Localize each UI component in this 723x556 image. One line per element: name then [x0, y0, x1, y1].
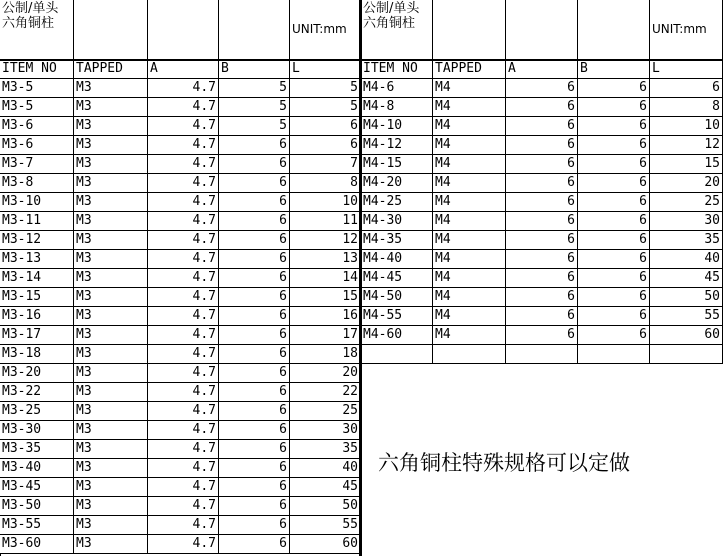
- left-cell-b: 6: [219, 421, 290, 440]
- left-cell-l: 40: [290, 459, 361, 478]
- right-cell-l: 10: [650, 117, 723, 136]
- left-title-blank-2: [148, 0, 219, 60]
- left-cell-l: 7: [290, 155, 361, 174]
- left-cell-item-no: M3-16: [0, 307, 74, 326]
- left-cell-l: 17: [290, 326, 361, 345]
- right-cell-b: 6: [578, 193, 650, 212]
- left-cell-a: 4.7: [148, 345, 219, 364]
- left-cell-b: 6: [219, 478, 290, 497]
- right-cell-item-no: M4-45: [361, 269, 433, 288]
- right-cell-item-no: M4-12: [361, 136, 433, 155]
- left-cell-a: 4.7: [148, 117, 219, 136]
- left-cell-item-no: M3-8: [0, 174, 74, 193]
- left-cell-b: 6: [219, 136, 290, 155]
- right-cell-l: 30: [650, 212, 723, 231]
- left-header-l: L: [290, 60, 361, 79]
- right-cell-item-no: M4-55: [361, 307, 433, 326]
- left-cell-b: 6: [219, 212, 290, 231]
- right-cell-l: 6: [650, 79, 723, 98]
- left-cell-b: 6: [219, 516, 290, 535]
- right-cell-a: 6: [506, 174, 578, 193]
- right-cell-a: 6: [506, 288, 578, 307]
- left-cell-l: 6: [290, 117, 361, 136]
- right-cell-l: 45: [650, 269, 723, 288]
- left-cell-item-no: M3-30: [0, 421, 74, 440]
- left-cell-l: 10: [290, 193, 361, 212]
- left-cell-l: 30: [290, 421, 361, 440]
- left-cell-item-no: M3-12: [0, 231, 74, 250]
- left-cell-tapped: M3: [74, 440, 148, 459]
- right-cell-b: 6: [578, 307, 650, 326]
- left-cell-item-no: M3-5: [0, 79, 74, 98]
- left-cell-tapped: M3: [74, 193, 148, 212]
- left-cell-tapped: M3: [74, 345, 148, 364]
- right-cell-b: 6: [578, 117, 650, 136]
- right-cell-tapped: M4: [433, 250, 506, 269]
- left-cell-a: 4.7: [148, 326, 219, 345]
- left-cell-item-no: M3-10: [0, 193, 74, 212]
- left-cell-item-no: M3-14: [0, 269, 74, 288]
- left-cell-b: 6: [219, 402, 290, 421]
- right-cell-a: 6: [506, 136, 578, 155]
- right-header-l: L: [650, 60, 723, 79]
- left-cell-l: 55: [290, 516, 361, 535]
- right-cell-item-no: M4-60: [361, 326, 433, 345]
- left-title-blank-3: [219, 0, 290, 60]
- right-cell-a: 6: [506, 193, 578, 212]
- left-cell-tapped: M3: [74, 459, 148, 478]
- right-cell-item-no: M4-10: [361, 117, 433, 136]
- left-cell-a: 4.7: [148, 231, 219, 250]
- left-cell-item-no: M3-15: [0, 288, 74, 307]
- right-blank-cell: [578, 345, 650, 364]
- left-cell-item-no: M3-11: [0, 212, 74, 231]
- right-cell-b: 6: [578, 155, 650, 174]
- right-header-b: B: [578, 60, 650, 79]
- left-table-title: 公制/单头六角铜柱: [0, 0, 74, 60]
- left-cell-tapped: M3: [74, 421, 148, 440]
- right-table-unit: UNIT:mm: [650, 0, 723, 60]
- right-title-blank-1: [433, 0, 506, 60]
- right-cell-l: 60: [650, 326, 723, 345]
- right-cell-a: 6: [506, 155, 578, 174]
- left-cell-item-no: M3-55: [0, 516, 74, 535]
- left-cell-a: 4.7: [148, 98, 219, 117]
- left-cell-b: 6: [219, 497, 290, 516]
- left-cell-a: 4.7: [148, 364, 219, 383]
- left-cell-tapped: M3: [74, 497, 148, 516]
- left-cell-a: 4.7: [148, 79, 219, 98]
- left-cell-l: 60: [290, 535, 361, 554]
- left-header-b: B: [219, 60, 290, 79]
- left-cell-a: 4.7: [148, 155, 219, 174]
- right-cell-tapped: M4: [433, 288, 506, 307]
- left-cell-tapped: M3: [74, 155, 148, 174]
- left-cell-tapped: M3: [74, 516, 148, 535]
- right-blank-cell: [650, 345, 723, 364]
- left-cell-tapped: M3: [74, 535, 148, 554]
- left-cell-b: 6: [219, 535, 290, 554]
- right-cell-tapped: M4: [433, 307, 506, 326]
- right-cell-tapped: M4: [433, 269, 506, 288]
- left-cell-l: 50: [290, 497, 361, 516]
- left-cell-b: 6: [219, 364, 290, 383]
- right-table-title: 公制/单头六角铜柱: [361, 0, 433, 60]
- left-header-divider: [0, 59, 361, 61]
- left-cell-tapped: M3: [74, 117, 148, 136]
- right-blank-cell: [361, 345, 433, 364]
- left-cell-item-no: M3-7: [0, 155, 74, 174]
- left-cell-tapped: M3: [74, 79, 148, 98]
- left-cell-b: 6: [219, 155, 290, 174]
- left-cell-b: 6: [219, 174, 290, 193]
- left-cell-b: 5: [219, 117, 290, 136]
- left-cell-b: 6: [219, 459, 290, 478]
- right-cell-item-no: M4-40: [361, 250, 433, 269]
- right-cell-a: 6: [506, 250, 578, 269]
- left-cell-b: 6: [219, 193, 290, 212]
- left-header-a: A: [148, 60, 219, 79]
- left-cell-l: 11: [290, 212, 361, 231]
- left-cell-l: 5: [290, 98, 361, 117]
- right-cell-l: 20: [650, 174, 723, 193]
- left-cell-a: 4.7: [148, 174, 219, 193]
- left-cell-item-no: M3-60: [0, 535, 74, 554]
- left-cell-item-no: M3-13: [0, 250, 74, 269]
- left-cell-b: 6: [219, 345, 290, 364]
- right-cell-tapped: M4: [433, 79, 506, 98]
- right-cell-item-no: M4-8: [361, 98, 433, 117]
- right-cell-b: 6: [578, 79, 650, 98]
- right-cell-b: 6: [578, 326, 650, 345]
- left-cell-tapped: M3: [74, 288, 148, 307]
- left-cell-b: 6: [219, 383, 290, 402]
- right-cell-tapped: M4: [433, 326, 506, 345]
- right-cell-a: 6: [506, 117, 578, 136]
- left-table-unit: UNIT:mm: [290, 0, 361, 60]
- right-cell-item-no: M4-15: [361, 155, 433, 174]
- left-cell-l: 35: [290, 440, 361, 459]
- left-cell-tapped: M3: [74, 231, 148, 250]
- right-cell-l: 40: [650, 250, 723, 269]
- left-cell-a: 4.7: [148, 459, 219, 478]
- right-cell-a: 6: [506, 98, 578, 117]
- left-cell-a: 4.7: [148, 516, 219, 535]
- right-cell-l: 35: [650, 231, 723, 250]
- left-cell-l: 6: [290, 136, 361, 155]
- left-cell-b: 6: [219, 231, 290, 250]
- left-cell-tapped: M3: [74, 326, 148, 345]
- right-cell-b: 6: [578, 136, 650, 155]
- right-cell-item-no: M4-50: [361, 288, 433, 307]
- right-blank-cell: [506, 345, 578, 364]
- right-cell-b: 6: [578, 98, 650, 117]
- left-cell-b: 6: [219, 250, 290, 269]
- left-header-item-no: ITEM NO: [0, 60, 74, 79]
- right-cell-l: 12: [650, 136, 723, 155]
- right-cell-tapped: M4: [433, 155, 506, 174]
- left-cell-b: 6: [219, 269, 290, 288]
- right-cell-a: 6: [506, 269, 578, 288]
- left-cell-tapped: M3: [74, 307, 148, 326]
- left-cell-tapped: M3: [74, 174, 148, 193]
- left-cell-b: 6: [219, 288, 290, 307]
- left-cell-tapped: M3: [74, 402, 148, 421]
- left-cell-a: 4.7: [148, 193, 219, 212]
- left-cell-tapped: M3: [74, 364, 148, 383]
- left-cell-a: 4.7: [148, 212, 219, 231]
- left-cell-a: 4.7: [148, 535, 219, 554]
- left-cell-tapped: M3: [74, 136, 148, 155]
- left-cell-l: 20: [290, 364, 361, 383]
- right-cell-b: 6: [578, 231, 650, 250]
- right-header-divider: [361, 59, 723, 61]
- left-header-tapped: TAPPED: [74, 60, 148, 79]
- right-cell-tapped: M4: [433, 231, 506, 250]
- left-cell-l: 45: [290, 478, 361, 497]
- left-cell-b: 6: [219, 307, 290, 326]
- left-cell-tapped: M3: [74, 250, 148, 269]
- left-cell-a: 4.7: [148, 421, 219, 440]
- left-cell-item-no: M3-50: [0, 497, 74, 516]
- right-title-blank-3: [578, 0, 650, 60]
- left-cell-item-no: M3-25: [0, 402, 74, 421]
- right-cell-item-no: M4-20: [361, 174, 433, 193]
- left-cell-l: 13: [290, 250, 361, 269]
- left-cell-item-no: M3-40: [0, 459, 74, 478]
- left-cell-l: 12: [290, 231, 361, 250]
- left-cell-a: 4.7: [148, 288, 219, 307]
- right-blank-cell: [433, 345, 506, 364]
- left-cell-item-no: M3-17: [0, 326, 74, 345]
- right-cell-a: 6: [506, 326, 578, 345]
- right-cell-a: 6: [506, 307, 578, 326]
- left-cell-l: 14: [290, 269, 361, 288]
- right-cell-l: 25: [650, 193, 723, 212]
- left-cell-b: 5: [219, 79, 290, 98]
- left-cell-l: 22: [290, 383, 361, 402]
- left-cell-a: 4.7: [148, 497, 219, 516]
- left-cell-item-no: M3-20: [0, 364, 74, 383]
- right-cell-b: 6: [578, 288, 650, 307]
- left-cell-l: 25: [290, 402, 361, 421]
- right-cell-l: 15: [650, 155, 723, 174]
- right-cell-item-no: M4-35: [361, 231, 433, 250]
- left-cell-item-no: M3-5: [0, 98, 74, 117]
- right-cell-item-no: M4-6: [361, 79, 433, 98]
- right-cell-b: 6: [578, 212, 650, 231]
- right-cell-a: 6: [506, 79, 578, 98]
- right-header-item-no: ITEM NO: [361, 60, 433, 79]
- right-cell-a: 6: [506, 231, 578, 250]
- left-cell-l: 15: [290, 288, 361, 307]
- right-cell-tapped: M4: [433, 212, 506, 231]
- right-cell-l: 50: [650, 288, 723, 307]
- left-cell-tapped: M3: [74, 269, 148, 288]
- left-cell-item-no: M3-6: [0, 136, 74, 155]
- left-cell-a: 4.7: [148, 402, 219, 421]
- left-cell-b: 6: [219, 326, 290, 345]
- right-cell-tapped: M4: [433, 136, 506, 155]
- right-cell-tapped: M4: [433, 193, 506, 212]
- right-cell-a: 6: [506, 212, 578, 231]
- right-cell-b: 6: [578, 250, 650, 269]
- left-cell-b: 6: [219, 440, 290, 459]
- right-cell-item-no: M4-30: [361, 212, 433, 231]
- left-cell-a: 4.7: [148, 440, 219, 459]
- right-cell-item-no: M4-25: [361, 193, 433, 212]
- left-cell-item-no: M3-45: [0, 478, 74, 497]
- left-cell-a: 4.7: [148, 250, 219, 269]
- left-cell-tapped: M3: [74, 212, 148, 231]
- left-cell-item-no: M3-6: [0, 117, 74, 136]
- left-cell-a: 4.7: [148, 383, 219, 402]
- left-cell-l: 8: [290, 174, 361, 193]
- left-cell-a: 4.7: [148, 136, 219, 155]
- left-cell-l: 18: [290, 345, 361, 364]
- right-header-tapped: TAPPED: [433, 60, 506, 79]
- right-cell-b: 6: [578, 174, 650, 193]
- left-cell-tapped: M3: [74, 383, 148, 402]
- right-title-blank-2: [506, 0, 578, 60]
- right-cell-l: 55: [650, 307, 723, 326]
- right-cell-tapped: M4: [433, 174, 506, 193]
- right-cell-tapped: M4: [433, 98, 506, 117]
- table-separator: [359, 0, 362, 556]
- right-cell-b: 6: [578, 269, 650, 288]
- left-cell-a: 4.7: [148, 307, 219, 326]
- right-cell-tapped: M4: [433, 117, 506, 136]
- left-cell-l: 5: [290, 79, 361, 98]
- left-cell-a: 4.7: [148, 269, 219, 288]
- left-cell-b: 5: [219, 98, 290, 117]
- custom-spec-note: 六角铜柱特殊规格可以定做: [378, 451, 630, 475]
- left-cell-l: 16: [290, 307, 361, 326]
- right-cell-l: 8: [650, 98, 723, 117]
- left-cell-item-no: M3-22: [0, 383, 74, 402]
- left-cell-tapped: M3: [74, 98, 148, 117]
- left-cell-item-no: M3-18: [0, 345, 74, 364]
- left-title-blank-1: [74, 0, 148, 60]
- left-cell-a: 4.7: [148, 478, 219, 497]
- right-header-a: A: [506, 60, 578, 79]
- left-cell-tapped: M3: [74, 478, 148, 497]
- left-cell-item-no: M3-35: [0, 440, 74, 459]
